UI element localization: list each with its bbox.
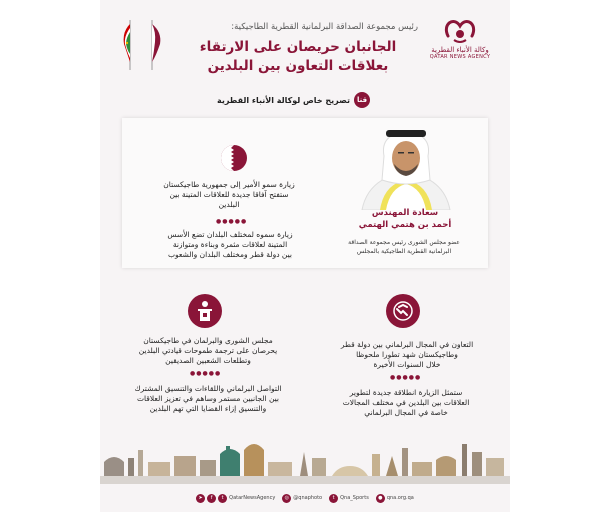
special-statement bbox=[217, 92, 370, 108]
quote-2-line-2: المتينة لعلاقات مثمرة وبناءة ومتوازنة bbox=[172, 240, 288, 249]
social-link-website[interactable] bbox=[376, 494, 414, 503]
quote-1-line-2: ستفتح آفاقا جديدة للعلاقات المتينة بين bbox=[169, 190, 289, 199]
social-link-sports[interactable] bbox=[329, 494, 369, 503]
profile-role bbox=[332, 238, 476, 256]
header-subtitle: رئيس مجموعة الصداقة البرلمانية القطرية الطاجيكية: bbox=[231, 22, 418, 32]
left-point-1-line-3: وتطلعات الشعبين الصديقين bbox=[165, 356, 251, 365]
cooperation-icon bbox=[386, 294, 420, 328]
social-label-1: QatarNewsAgency bbox=[229, 495, 276, 501]
social-link-instagram[interactable] bbox=[282, 494, 322, 503]
quote-2-line-3: بين دولة قطر ومختلف البلدان والشعوب bbox=[168, 250, 292, 259]
infographic-card bbox=[100, 0, 510, 512]
qna-badge: قنا bbox=[354, 92, 370, 108]
quote-2 bbox=[148, 230, 312, 260]
interview-panel bbox=[122, 118, 488, 268]
twitter-icon: t bbox=[329, 494, 338, 503]
profile-role-line-1: عضو مجلس الشورى رئيس مجموعة الصداقة bbox=[348, 239, 460, 246]
qatar-flag-icon bbox=[220, 144, 248, 172]
quote-1 bbox=[154, 180, 304, 210]
separator-dots: ●●●●● bbox=[190, 370, 222, 377]
logo-text-ar: وكالة الأنباء القطرية bbox=[431, 46, 489, 54]
social-footer bbox=[100, 484, 510, 512]
left-point-2 bbox=[114, 384, 302, 414]
qna-logo-icon bbox=[440, 14, 480, 44]
portrait-image bbox=[350, 126, 462, 210]
qna-logo[interactable] bbox=[428, 14, 492, 60]
right-point-1-line-3: خلال السنوات الأخيرة bbox=[373, 360, 441, 369]
logo-text-en: QATAR NEWS AGENCY bbox=[429, 54, 491, 60]
headline-line-2: بعلاقات التعاون بين البلدين bbox=[207, 58, 389, 74]
qatar-tajikistan-flags-icon bbox=[118, 18, 164, 70]
separator-dots: ●●●●● bbox=[390, 374, 422, 381]
left-point-1-line-1: مجلس الشورى والبرلمان في طاجيكستان bbox=[143, 336, 273, 345]
twitter-icon: t bbox=[218, 494, 227, 503]
right-point-2 bbox=[316, 388, 496, 418]
left-point-2-line-2: بين الجانبين مستمر وساهم في تعزيز العلاقات bbox=[136, 394, 280, 403]
facebook-icon: f bbox=[207, 494, 216, 503]
quote-1-line-1: زيارة سمو الأمير إلى جمهورية طاجيكستان bbox=[163, 180, 295, 189]
right-point-1-line-1: التعاون في المجال البرلماني بين دولة قطر bbox=[340, 340, 474, 349]
right-point-2-line-1: ستمثل الزيارة انطلاقة جديدة لتطوير bbox=[349, 388, 463, 397]
headline-line-1: الجانبان حريصان على الارتقاء bbox=[199, 39, 397, 55]
instagram-icon: ◎ bbox=[282, 494, 291, 503]
skyline-illustration bbox=[100, 432, 510, 484]
right-point-2-line-2: العلاقات بين البلدين في مختلف المجالات bbox=[342, 398, 470, 407]
profile-name: أحمد بن هتمي الهتمي bbox=[358, 220, 452, 230]
social-label-4: qna.org.qa bbox=[386, 495, 414, 501]
left-point-2-line-1: التواصل البرلماني واللقاءات والتنسيق المشترك bbox=[134, 384, 282, 393]
social-label-2: @qnaphoto bbox=[293, 495, 323, 501]
headline bbox=[178, 38, 418, 76]
podium-icon bbox=[188, 294, 222, 328]
social-label-3: Qna_Sports bbox=[340, 495, 369, 501]
right-point-1-line-2: وطاجيكستان شهد تطورا ملحوظا bbox=[356, 350, 458, 359]
left-point-1-line-2: يحرصان على ترجمة طموحات قيادتي البلدين bbox=[138, 346, 278, 355]
profile-role-line-2: البرلمانية القطرية الطاجيكية بالمجلس bbox=[356, 248, 452, 255]
left-point-1 bbox=[120, 336, 296, 366]
profile-honorific: سعادة المهندس bbox=[371, 208, 439, 218]
social-link-facebook-twitter[interactable] bbox=[196, 494, 275, 503]
right-point-2-line-3: خاصة في المجال البرلماني bbox=[364, 408, 448, 417]
right-point-1 bbox=[322, 340, 492, 370]
separator-dots: ●●●●● bbox=[216, 218, 248, 225]
left-point-2-line-3: والتنسيق إزاء القضايا التي تهم البلدين bbox=[149, 404, 267, 413]
quote-1-line-3: البلدين bbox=[218, 200, 240, 209]
special-statement-label: تصريح خاص لوكالة الأنباء القطرية bbox=[216, 95, 350, 105]
telegram-icon: ➤ bbox=[196, 494, 205, 503]
quote-2-line-1: زيارة سموه لمختلف البلدان تضع الأسس bbox=[167, 230, 293, 239]
globe-icon: ● bbox=[376, 494, 385, 503]
